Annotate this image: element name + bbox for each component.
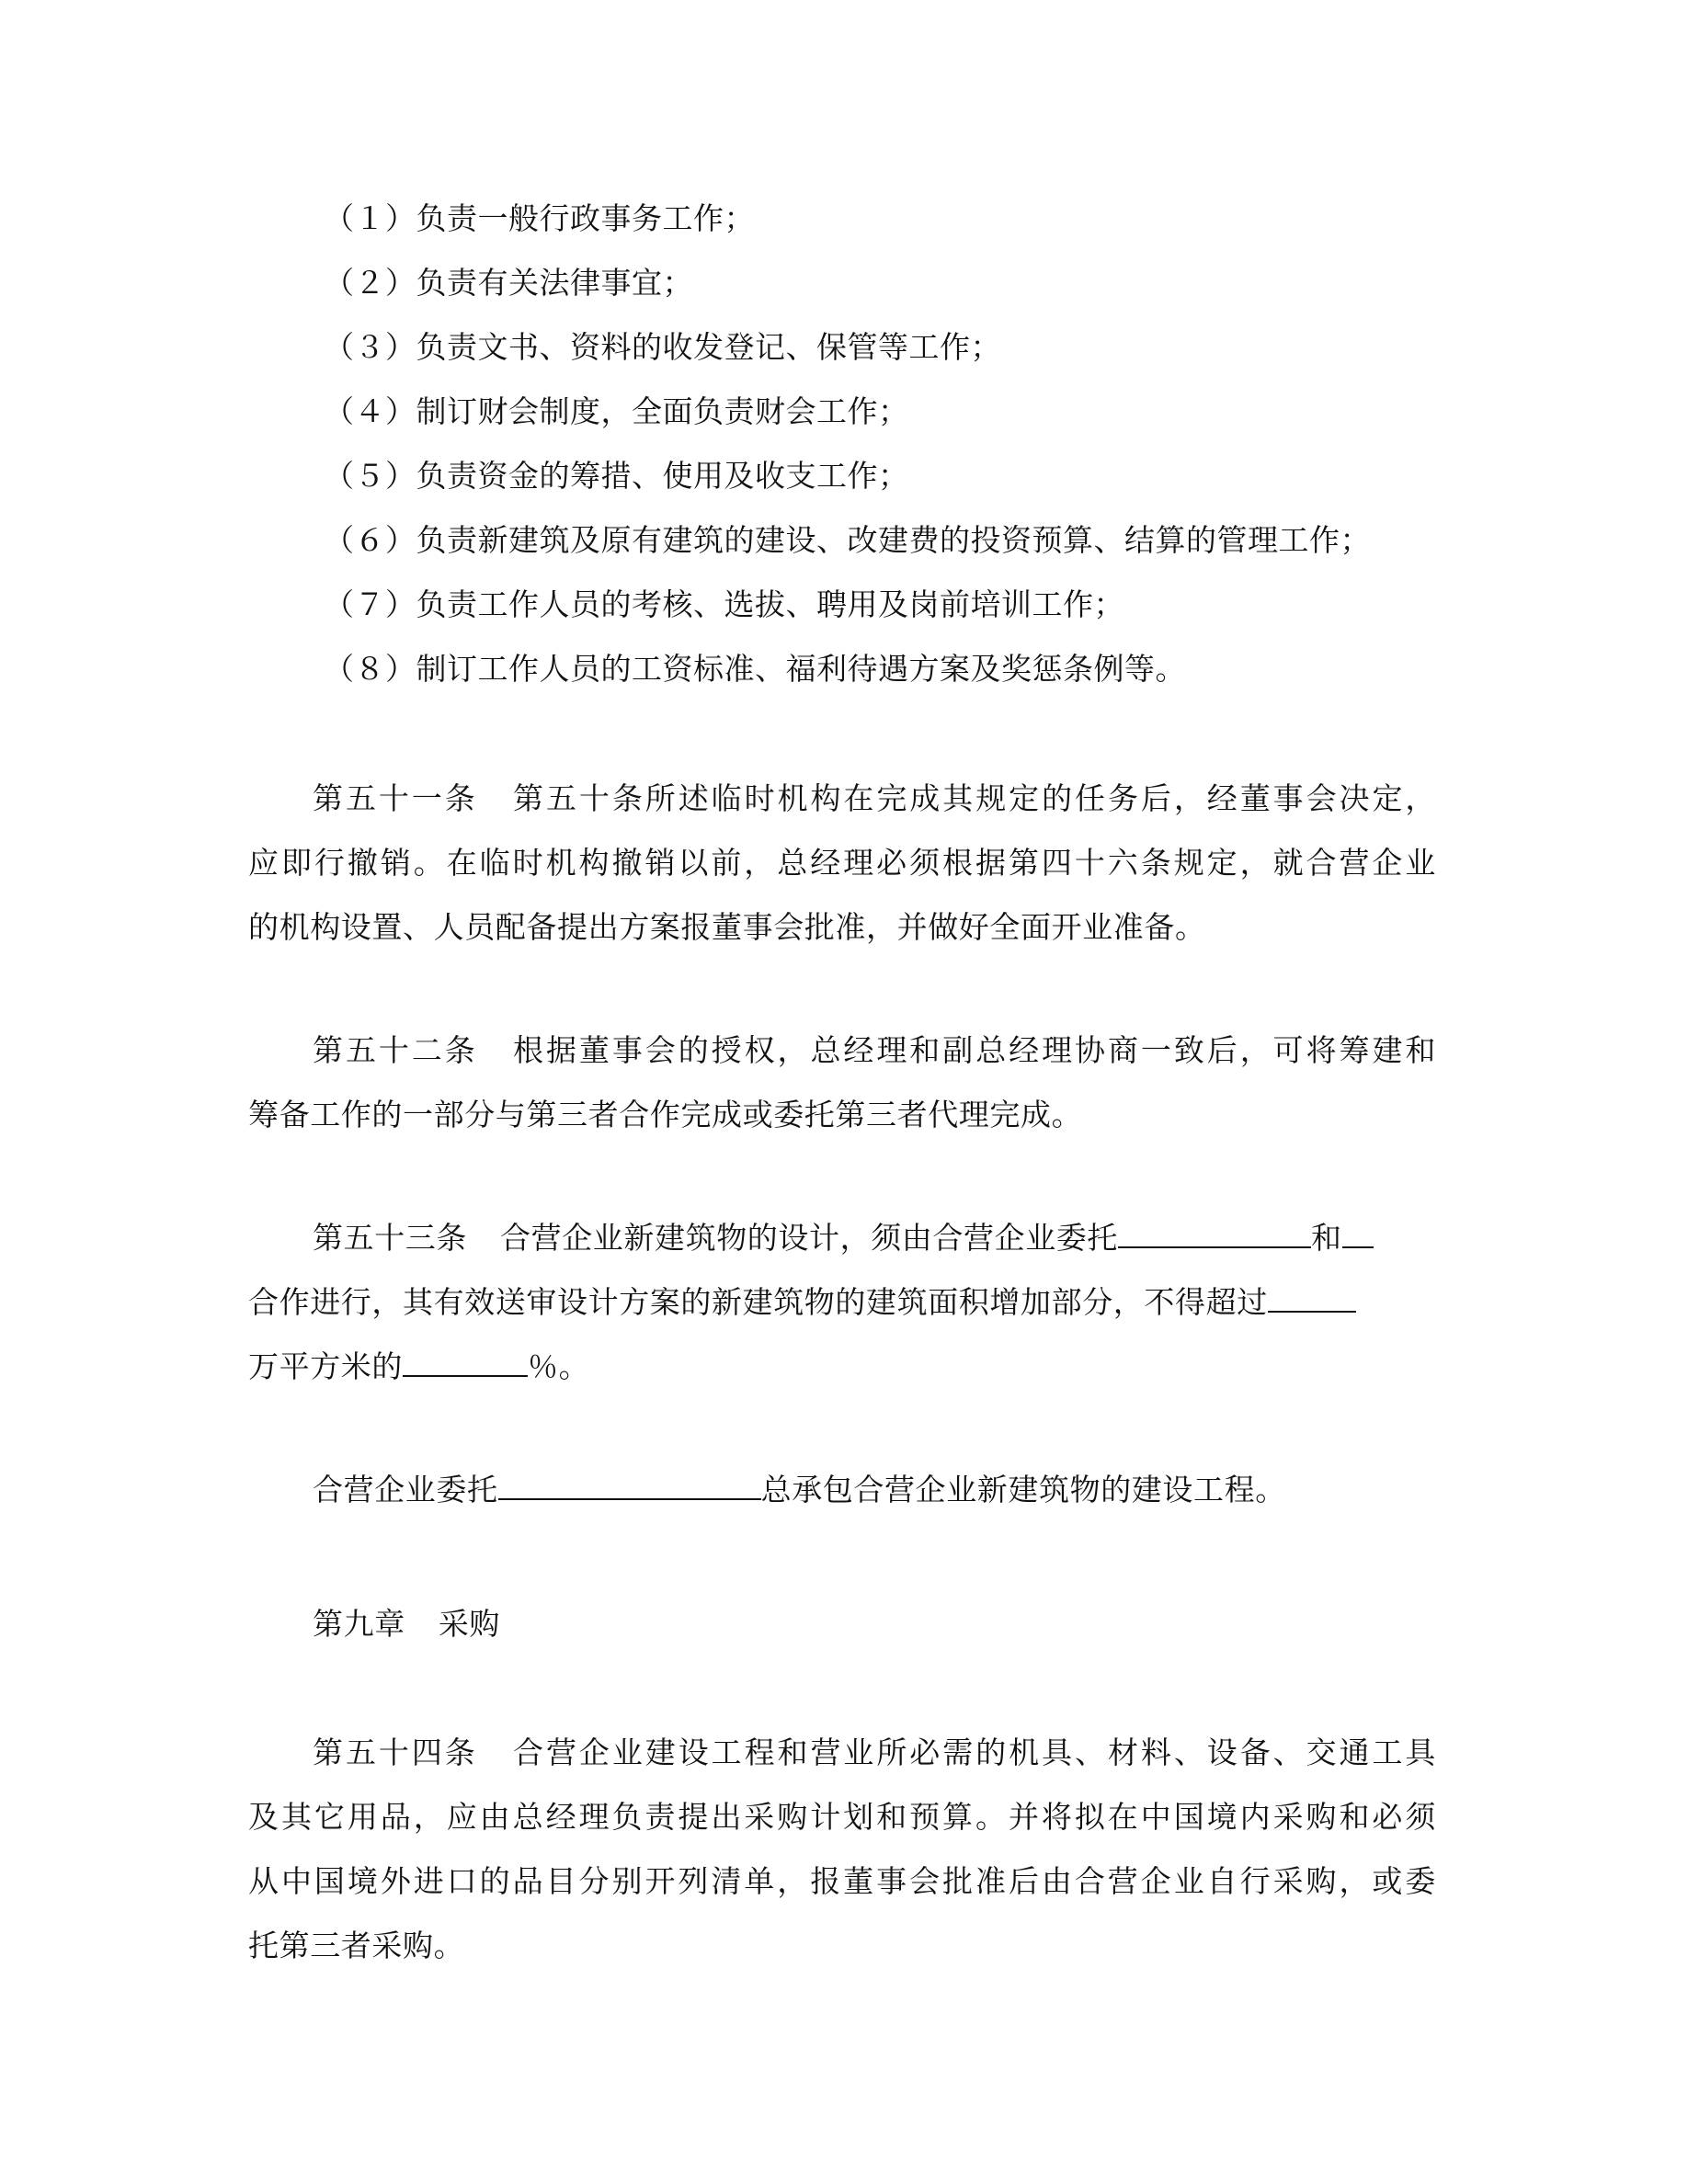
article-53 (248, 1206, 1436, 1399)
list-item: （６）负责新建筑及原有建筑的建设、改建费的投资预算、结算的管理工作； (324, 522, 1371, 558)
article-51 (248, 767, 1436, 960)
article-54-line-2: 及其它用品，应由总经理负责提出采购计划和预算。并将拟在中国境内采购和必须 (248, 1799, 1436, 1835)
entrust-paragraph (248, 1458, 1436, 1522)
article-54-line-3: 从中国境外进口的品目分别开列清单，报董事会批准后由合营企业自行采购，或委 (248, 1863, 1436, 1899)
article-53-text-3b: ％。 (528, 1348, 590, 1384)
list-item: （５）负责资金的筹措、使用及收支工作； (324, 458, 909, 494)
article-52-line-2: 筹备工作的一部分与第三者合作完成或委托第三者代理完成。 (248, 1097, 1083, 1132)
entrust-text-a: 合营企业委托 (313, 1472, 498, 1507)
article-54-text-1: 合营企业建设工程和营业所必需的机具、材料、设备、交通工具 (510, 1735, 1436, 1770)
chapter-number: 第九章 (313, 1606, 405, 1642)
article-53-text-1b: 和 (1311, 1220, 1342, 1256)
article-53-heading: 第五十三条 (313, 1220, 467, 1256)
article-51-text-1: 第五十条所述临时机构在完成其规定的任务后，经董事会决定， (510, 780, 1436, 816)
article-54 (248, 1721, 1436, 1978)
article-53-line-1 (248, 1206, 1436, 1270)
article-53-text-3a: 万平方米的 (248, 1348, 403, 1384)
chapter-title: 采购 (438, 1606, 501, 1642)
article-52-heading: 第五十二条 (313, 1032, 478, 1068)
blank-field (1268, 1283, 1356, 1313)
article-51-line-3: 的机构设置、人员配备提出方案报董事会批准，并做好全面开业准备。 (248, 909, 1206, 945)
blank-field (1118, 1219, 1311, 1248)
article-52-text-1: 根据董事会的授权，总经理和副总经理协商一致后，可将筹建和 (510, 1032, 1436, 1068)
article-51-heading: 第五十一条 (313, 780, 478, 816)
chapter-heading (248, 1592, 1436, 1656)
list-item: （２）负责有关法律事宜； (324, 265, 693, 301)
list-item: （４）制订财会制度，全面负责财会工作； (324, 393, 909, 429)
chapter-heading-line (248, 1592, 1436, 1656)
article-54-line-4: 托第三者采购。 (248, 1928, 465, 1963)
blank-field (1342, 1219, 1374, 1248)
article-54-heading: 第五十四条 (313, 1735, 478, 1770)
article-53-text-1a: 合营企业新建筑物的设计，须由合营企业委托 (500, 1220, 1118, 1256)
article-51-line-1 (248, 767, 1436, 831)
list-item: （７）负责工作人员的考核、选拔、聘用及岗前培训工作； (324, 586, 1124, 622)
article-52 (248, 1018, 1436, 1147)
entrust-line (248, 1458, 1436, 1522)
article-53-text-2: 合作进行，其有效送审设计方案的新建筑物的建筑面积增加部分，不得超过 (248, 1284, 1268, 1320)
blank-field (498, 1471, 761, 1500)
list-item: （３）负责文书、资料的收发登记、保管等工作； (324, 329, 1001, 365)
article-53-line-2 (248, 1270, 1436, 1335)
blank-field (403, 1348, 528, 1377)
list-item: （８）制订工作人员的工资标准、福利待遇方案及奖惩条例等。 (324, 651, 1186, 687)
article-53-line-3 (248, 1335, 1436, 1399)
article-52-line-1 (248, 1018, 1436, 1083)
entrust-text-b: 总承包合营企业新建筑物的建设工程。 (760, 1472, 1286, 1507)
article-54-line-1 (248, 1721, 1436, 1785)
list-item: （１）负责一般行政事务工作； (324, 200, 755, 236)
article-51-line-2: 应即行撤销。在临时机构撤销以前，总经理必须根据第四十六条规定，就合营企业 (248, 845, 1436, 881)
